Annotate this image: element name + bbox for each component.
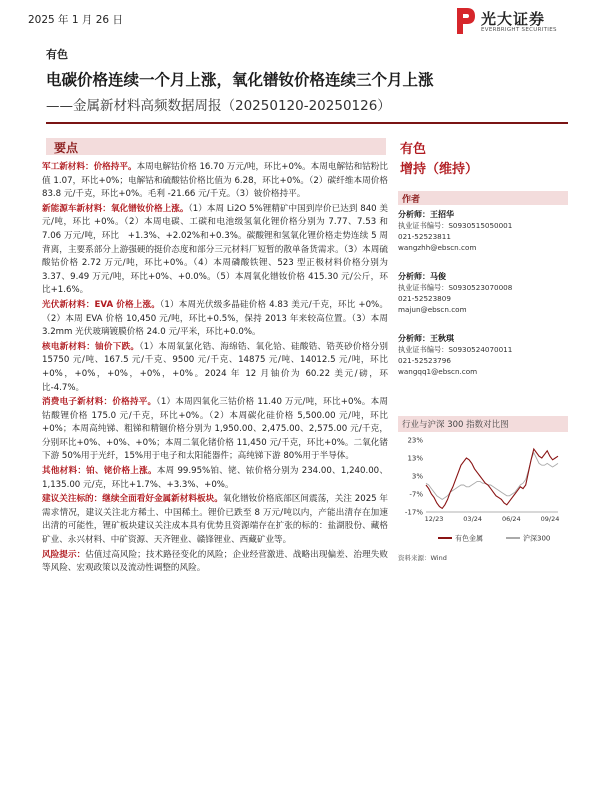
index-comparison-chart (398, 434, 568, 552)
paragraph-military: 军工新材料：价格持平。本周电解钴价格 16.70 万元/吨，环比+0%。本周电解钴和钴粉比值 1.07，环比+0%；电解钴和硫酸钴价格比值为 6.28，环比+0%。（2）碳纤维本周价格 83.8 元/千克，环比+0%。毛利 -21.66 元/千克。（3）铍价格持平。 (42, 162, 389, 200)
rating-badge: 增持（维持） (400, 162, 479, 177)
analyst-phone: 021-52523809 (398, 294, 451, 303)
y-tick-label: 23% (407, 436, 423, 445)
analyst-email[interactable]: wangzhh@ebscn.com (398, 243, 477, 252)
analyst-phone: 021-52523811 (398, 232, 451, 241)
report-date: 2025 年 1 月 26 日 (28, 14, 123, 26)
sidebar-sector: 有色 (400, 142, 427, 157)
x-tick-label: 09/24 (540, 515, 560, 523)
title-divider (46, 122, 568, 124)
logo-text: 光大证券 (481, 10, 546, 28)
chart-source: 资料来源：Wind (398, 554, 447, 562)
authors-banner (398, 191, 568, 205)
series-line (426, 449, 558, 508)
legend-label: 沪深300 (523, 534, 551, 543)
analyst-cert: 执业证书编号：S0930524070011 (398, 345, 513, 354)
analyst-card (398, 271, 568, 315)
analyst-name: 分析师：王招华 (398, 210, 454, 219)
analyst-card (398, 209, 568, 253)
legend-label: 有色金属 (455, 534, 483, 543)
analyst-card (398, 333, 568, 377)
paragraph-other-materials: 其他材料：铂、铑价格上涨。本周 99.95%铂、铑、铱价格分别为 234.00、1,240.00、1,135.00 元/克，环比+1.7%、+3.3%、+0%。 (42, 466, 388, 490)
report-subtitle: ——金属新材料高频数据周报（20250120-20250126） (46, 98, 391, 114)
paragraph-pv: 光伏新材料：EVA 价格上涨。（1）本周光伏级多晶硅价格 4.83 美元/千克，环比 +0%。（2）本周 EVA 价格 10,450 元/吨，环比+0.5%，保持 2013 年来较高位置。（3）本周 3.2mm 光伏玻璃镀膜价格 24.0 元/平米，环比+0.0%。 (42, 299, 388, 338)
analyst-email[interactable]: majun@ebscn.com (398, 305, 467, 314)
key-points-label: 要点 (54, 141, 79, 155)
analyst-name: 分析师：马俊 (398, 272, 446, 281)
authors-label: 作者 (402, 195, 421, 205)
key-points-banner (46, 138, 386, 155)
paragraph-nuclear: 核电新材料：铀价下跌。（1）本周氧氯化锆、海绵锆、氧化铪、硅酸锆、锆英砂价格分别 15750 元/吨、167.5 元/千克、9500 元/千克、14875 元/吨、14012.5 元/吨，环比+0%，+0%，+0%，+0%，+0%。2024 年 12 月铀价为 60.22 美元/磅，环比-4.7%。 (42, 341, 388, 393)
brand-logo-icon (455, 6, 477, 36)
paragraph-recommendations: 建议关注标的：继续全面看好金属新材料板块。氧化镨钕价格底部区间震荡，关注 2025 年需求情况，建议关注北方稀土、中国稀土。锂价已跌至 8 万元/吨以内，产能出清存在加速出清的可能性，锂矿板块建议关注成本具有优势且资源端存在扩张的标的：盐湖股份、藏格矿业、永兴材料、中矿资源、天齐锂业、赣锋锂业、西藏矿业等。 (42, 494, 388, 546)
analyst-cert: 执业证书编号：S0930523070008 (398, 283, 513, 292)
paragraph-consumer-electronics: 消费电子新材料：价格持平。（1）本周四氧化三钴价格 11.40 万元/吨，环比+0%。本周钴酸锂价格 175.0 元/千克，环比+0%。（2）本周碳化硅价格 5,500.00 元/吨，环比 +0%；本周高纯锑、粗锑和精锢价格分别为 1,950.00、2,475.00、2,575.00 元/千克，分别环比+0%、+0%、+0%；本周二氧化锗价格 11,450 元/千克，环比+0%。二氧化锗下游 50%用于光纤，15%用于电子和太阳能器件；高纯锑下游 80%用于半导体。 (42, 397, 388, 462)
analyst-email[interactable]: wangqq1@ebscn.com (398, 367, 478, 376)
y-tick-label: -7% (409, 490, 423, 499)
y-tick-label: 3% (411, 472, 423, 481)
chart-title: 行业与沪深 300 指数对比图 (402, 420, 509, 430)
x-tick-label: 12/23 (424, 515, 444, 523)
logo-subtext: EVERBRIGHT SECURITIES (481, 27, 557, 33)
y-tick-label: -17% (404, 508, 423, 517)
paragraph-risk: 风险提示：估值过高风险；技术路径变化的风险；企业经营激进、战略出现偏差、治理失败等风险、宏观政策以及流动性调整的风险。 (42, 549, 388, 574)
series-line (426, 453, 558, 500)
analyst-phone: 021-52523796 (398, 356, 451, 365)
analyst-cert: 执业证书编号：S0930515050001 (398, 221, 513, 230)
report-sector: 有色 (46, 48, 68, 61)
company-logo (455, 6, 585, 38)
y-tick-label: 13% (407, 454, 423, 463)
x-tick-label: 06/24 (501, 515, 521, 523)
analyst-name: 分析师：王秋琪 (398, 334, 454, 343)
x-tick-label: 03/24 (463, 515, 483, 523)
report-title: 电碳价格连续一个月上涨，氧化镨钕价格连续三个月上涨 (46, 71, 434, 89)
paragraph-new-energy: 新能源车新材料：氧化镨钕价格上涨。（1）本周 Li2O 5%锂精矿中国到岸价已达到 840 美元/吨，环比 +0%。（2）本周电碳、工碳和电池级氢氧化锂价格分别为 7.77、7.53 和 7.06 万元/吨，环比 +1.3%、+2.02%和+0.3%。碳酸锂和氢氧化锂价格走势连续 5 周背离，主要系部分上游强硬的挺价态度和部分三元材料厂短暂的散单备货需求。（3）本周硫酸钴价格 2.72 万元/吨，环比+0%。（4）本周磷酸铁锂、523 型正极材料价格分别为 3.37、9.49 万元/吨，环比+0%、+0.0%。（5）本周氧化镨钕价格 415.30 元/公斤，环比+1.6%。 (42, 203, 388, 296)
key-points-body (42, 161, 388, 577)
